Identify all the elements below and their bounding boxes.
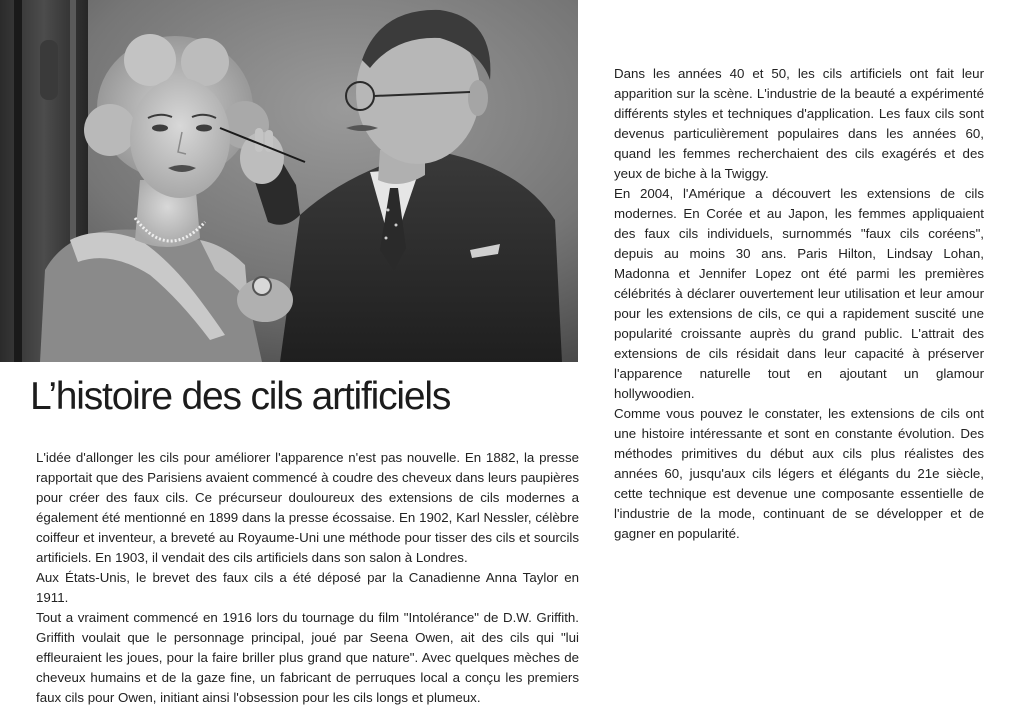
paragraph: Tout a vraiment commencé en 1916 lors du tournage du film "Intolérance" de D.W. Griffith. Griffith voulait que le personnage principal, joué par Seena Owen, ait des cils qui "lui effleuraient les joues, pour la faire briller plus grand que nature". Avec quelques mèches de cheveux humains et de la gaze fine, un fabricant de perruques local a conçu les premiers faux cils pour Owen, initiant ainsi l'obsession pour les cils longs et plumeux. (36, 610, 579, 705)
paragraph: L'idée d'allonger les cils pour améliorer l'apparence n'est pas nouvelle. En 1882, la presse rapportait que des Parisiens avaient commencé à coudre des cheveux dans leurs paupières pour créer des faux cils. Ce précurseur douloureux des extensions de cils modernes a également été mentionné en 1899 dans la presse écossaise. En 1902, Karl Nessler, célèbre coiffeur et inventeur, a breveté au Royaume-Uni une méthode pour tisser des cils et sourcils artificiels. En 1903, il vendait des cils artificiels dans son salon à Londres. (36, 450, 579, 565)
paragraph: Comme vous pouvez le constater, les extensions de cils ont une histoire intéressante et sont en constante évolution. Des méthodes primitives du début aux cils plus réalistes des années 60, jusqu'aux cils légers et élégants du 21e siècle, cette technique est devenue une composante essentielle de l'industrie de la mode, continuant de se développer et de gagner en popularité. (614, 406, 984, 541)
paragraph: En 2004, l'Amérique a découvert les extensions de cils modernes. En Corée et au Japon, les femmes appliquaient des faux cils individuels, surnommés "faux cils coréens", depuis au moins 30 ans. Paris Hilton, Lindsay Lohan, Madonna et Jennifer Lopez ont été parmi les premières célébrités à déclarer ouvertement leur utilisation et leur amour pour les extensions de cils, ce qui a rapidement suscité une popularité croissante auprès du grand public. L'attrait des extensions de cils résidait dans leur capacité à préserver l'apparence naturelle tout en ajoutant un glamour hollywoodien. (614, 186, 984, 401)
article-left-column (36, 448, 579, 708)
page-title: L’histoire des cils artificiels (30, 375, 451, 418)
vintage-photo-illustration (0, 0, 578, 362)
article-right-column (614, 64, 984, 544)
paragraph: Aux États-Unis, le brevet des faux cils a été déposé par la Canadienne Anna Taylor en 1911. (36, 570, 579, 605)
paragraph: Dans les années 40 et 50, les cils artificiels ont fait leur apparition sur la scène. L'industrie de la beauté a expérimenté différents styles et techniques d'application. Les faux cils sont devenus particulièrement populaires dans les années 60, quand les femmes recherchaient des cils exagérés et des yeux de biche à la Twiggy. (614, 66, 984, 181)
vintage-photo (0, 0, 578, 362)
